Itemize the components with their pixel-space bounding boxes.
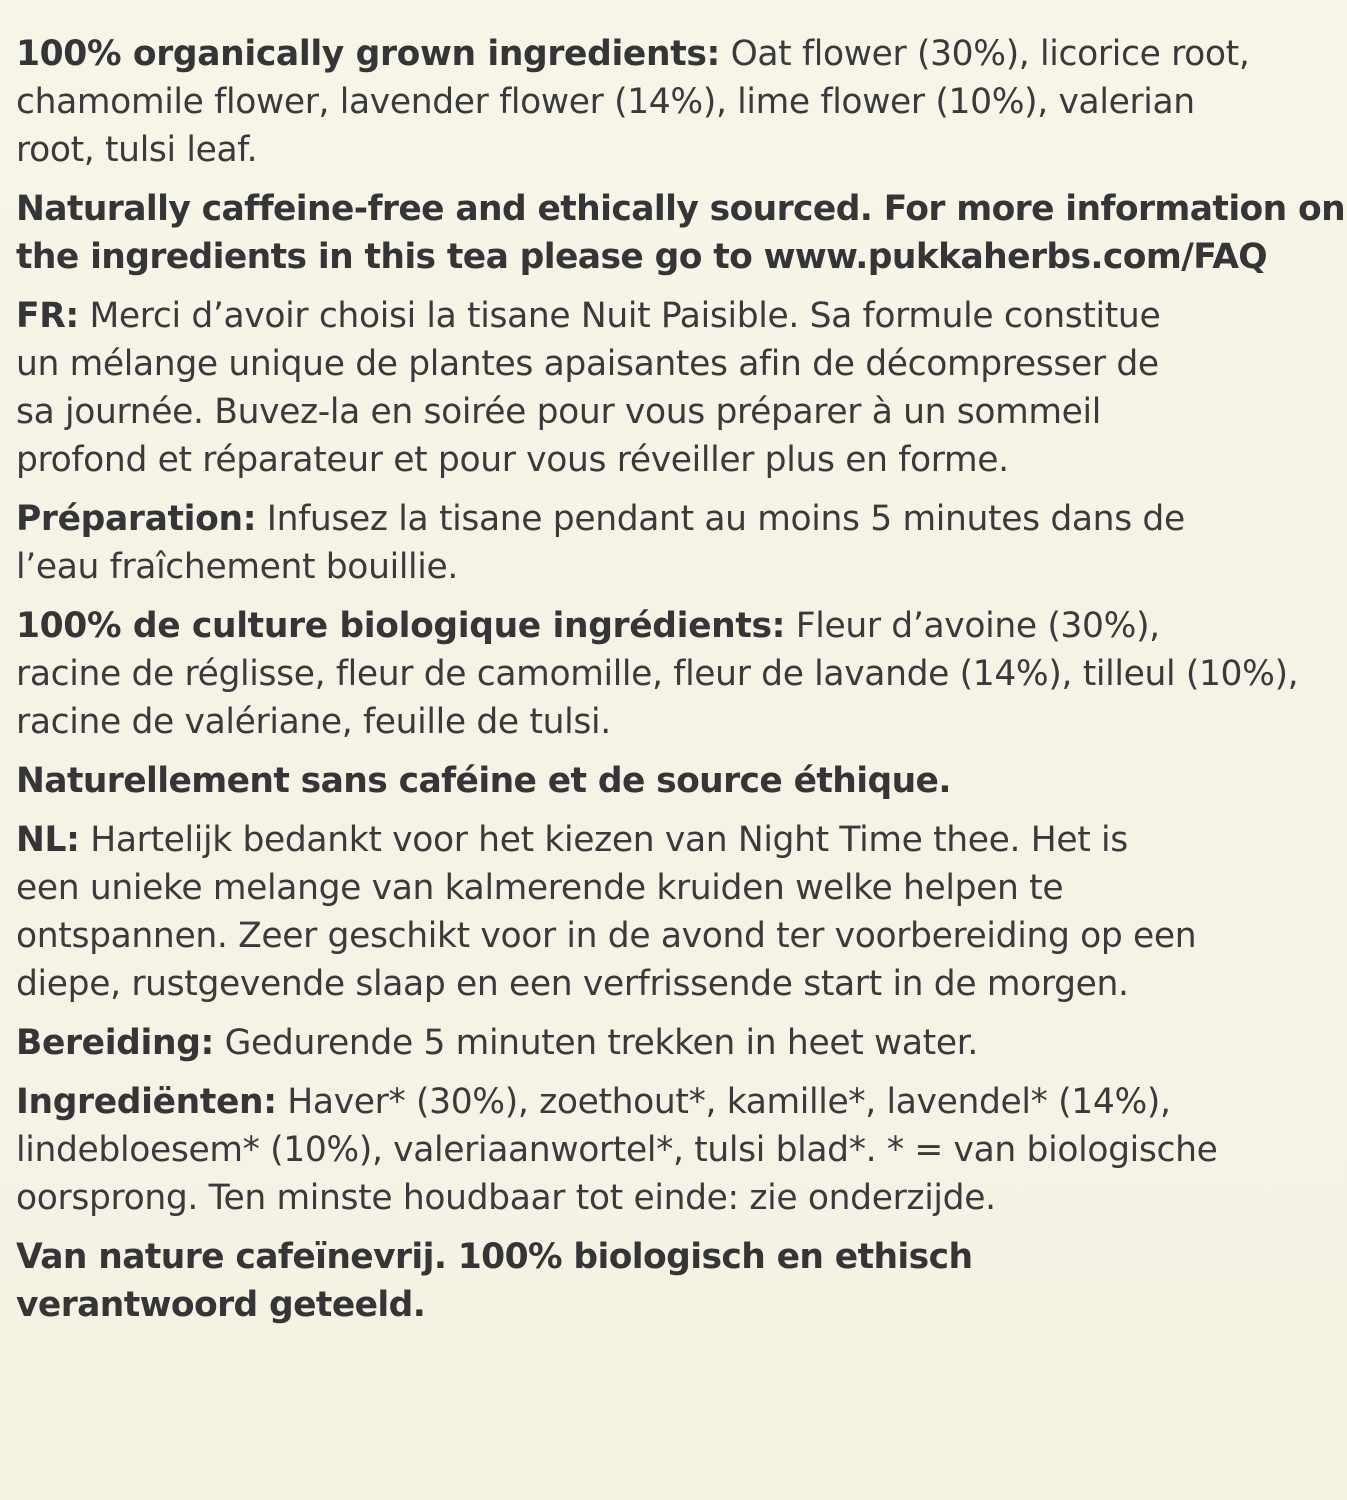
text-line: diepe, rustgevende slaap en een verfrissende start in de morgen.	[16, 964, 1129, 1004]
nl-caffeine-statement	[16, 1233, 1325, 1329]
line-text: Gedurende 5 minuten trekken in heet water.	[214, 1023, 978, 1063]
text-line: lindebloesem* (10%), valeriaanwortel*, tulsi blad*. * = van biologische	[16, 1130, 1218, 1170]
text-line: l’eau fraîchement bouillie.	[16, 547, 459, 587]
text-line	[16, 1019, 1325, 1067]
nl-intro-paragraph	[16, 816, 1325, 1008]
text-line	[16, 602, 1325, 650]
fr-preparation-lead: Préparation:	[16, 499, 257, 539]
fr-ingredients-lead: 100% de culture biologique ingrédients:	[16, 606, 786, 646]
nl-ingredients-lead: Ingrediënten:	[16, 1082, 277, 1122]
text-line: the ingredients in this tea please go to www.pukkaherbs.com/FAQ	[16, 237, 1268, 277]
text-line: Naturally caffeine-free and ethically sourced. For more information on	[16, 189, 1346, 229]
line-text: Haver* (30%), zoethout*, kamille*, lavendel* (14%),	[276, 1082, 1171, 1122]
en-ingredients-paragraph	[16, 30, 1325, 174]
text-line	[16, 30, 1325, 78]
text-line: een unieke melange van kalmerende kruiden welke helpen te	[16, 868, 1064, 908]
text-line: racine de réglisse, fleur de camomille, fleur de lavande (14%), tilleul (10%),	[16, 654, 1299, 694]
nl-ingredients-paragraph	[16, 1078, 1325, 1222]
nl-preparation-lead: Bereiding:	[16, 1023, 215, 1063]
line-text: Oat flower (30%), licorice root,	[719, 34, 1250, 74]
fr-caffeine-statement	[16, 757, 1325, 805]
text-line: Naturellement sans caféine et de source éthique.	[16, 761, 951, 801]
text-line: un mélange unique de plantes apaisantes afin de décompresser de	[16, 344, 1159, 384]
en-caffeine-statement	[16, 185, 1346, 281]
text-line: root, tulsi leaf.	[16, 130, 258, 170]
line-text: Fleur d’avoine (30%),	[785, 606, 1160, 646]
fr-ingredients-paragraph	[16, 602, 1325, 746]
text-line: chamomile flower, lavender flower (14%), lime flower (10%), valerian	[16, 82, 1195, 122]
nl-preparation-paragraph	[16, 1019, 1325, 1067]
fr-language-code: FR:	[16, 296, 79, 336]
text-line	[16, 816, 1325, 864]
text-line: verantwoord geteeld.	[16, 1285, 426, 1325]
nl-language-code: NL:	[16, 820, 80, 860]
text-line	[16, 1078, 1325, 1126]
text-line	[16, 292, 1325, 340]
en-ingredients-lead: 100% organically grown ingredients:	[16, 34, 720, 74]
text-line: racine de valériane, feuille de tulsi.	[16, 702, 611, 742]
text-line: oorsprong. Ten minste houdbaar tot einde: zie onderzijde.	[16, 1178, 996, 1218]
text-line: ontspannen. Zeer geschikt voor in de avond ter voorbereiding op een	[16, 916, 1197, 956]
fr-intro-paragraph	[16, 292, 1325, 484]
text-line: Van nature cafeïnevrij. 100% biologisch en ethisch	[16, 1237, 973, 1277]
text-line: profond et réparateur et pour vous réveiller plus en forme.	[16, 440, 1009, 480]
line-text: Merci d’avoir choisi la tisane Nuit Paisible. Sa formule constitue	[78, 296, 1161, 336]
text-line	[16, 495, 1325, 543]
fr-preparation-paragraph	[16, 495, 1325, 591]
line-text: Hartelijk bedankt voor het kiezen van Night Time thee. Het is	[79, 820, 1128, 860]
text-line: sa journée. Buvez-la en soirée pour vous préparer à un sommeil	[16, 392, 1102, 432]
line-text: Infusez la tisane pendant au moins 5 minutes dans de	[256, 499, 1185, 539]
